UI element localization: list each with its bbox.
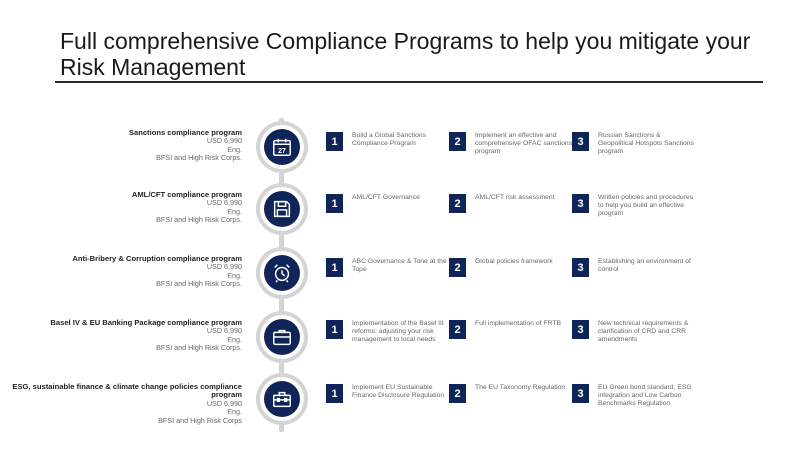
step-text: Full implementation of FRTB (475, 320, 561, 327)
program-audience: BFSI and High Risk Corps. (156, 279, 242, 289)
program-audience: BFSI and High Risk Corps. (156, 343, 242, 353)
step-number-badge: 2 (449, 384, 466, 403)
step-number-badge: 2 (449, 258, 466, 277)
step-text: New technical requirements & clarification of CRD and CRR amendments (598, 320, 689, 343)
program-audience: BFSI and High Risk Corps (158, 415, 242, 425)
program-name: Anti-Bribery & Corruption compliance program (72, 254, 242, 263)
program-audience: BFSI and High Risk Corps. (156, 153, 242, 163)
program-row (0, 117, 800, 179)
step-text: AML/CFT Governance (352, 194, 420, 201)
step-text: ABC Governance & Tone at the Tope (352, 258, 447, 273)
program-price: USD 6,990 (206, 326, 242, 336)
step-number-badge: 2 (449, 320, 466, 339)
step-number-badge: 2 (449, 132, 466, 151)
step-number-badge: 1 (326, 258, 343, 277)
program-price: USD 6,990 (206, 136, 242, 146)
step-number-badge: 3 (572, 384, 589, 403)
step-number-badge: 3 (572, 320, 589, 339)
toolbox-icon (264, 381, 300, 417)
timeline-node (256, 121, 308, 173)
step-number-badge: 1 (326, 194, 343, 213)
alarm-clock-icon (264, 255, 300, 291)
step-number-badge: 1 (326, 384, 343, 403)
step-text: AML/CFT risk assessment (475, 194, 555, 201)
step-text: Russian Sanctions & Geopolitical Hotspots Sanctions program (598, 132, 694, 155)
program-name: AML/CFT compliance program (131, 190, 242, 199)
program-row (0, 369, 800, 431)
program-info (12, 191, 242, 225)
step-number-badge: 3 (572, 132, 589, 151)
program-audience: BFSI and High Risk Corps. (156, 215, 242, 225)
program-row (0, 243, 800, 305)
program-language: Eng. (227, 334, 242, 344)
timeline-node (256, 247, 308, 299)
program-name: ESG, sustainable finance & climate change policies compliance program (12, 382, 242, 400)
program-info (12, 383, 242, 425)
step-number-badge: 1 (326, 320, 343, 339)
step-text: Implement EU Sustainable Finance Disclosure Regulation (352, 384, 445, 399)
program-price: USD 6,990 (206, 262, 242, 272)
step-text: Build a Global Sanctions Compliance Program (352, 132, 427, 147)
step-text: EU Green bond standard, ESG integration and Low Carbon Benchmarks Regulation (598, 384, 692, 407)
program-price: USD 6,990 (206, 198, 242, 208)
program-language: Eng. (227, 144, 242, 154)
program-info (12, 319, 242, 353)
step-text: Implementation of the Basel III reforms: adjusting your risk management to local needs (352, 320, 444, 343)
program-language: Eng. (227, 206, 242, 216)
calendar-day: 27 (278, 147, 286, 155)
timeline-node (256, 311, 308, 363)
program-row (0, 179, 800, 241)
step-number-badge: 1 (326, 132, 343, 151)
step-number-badge: 3 (572, 194, 589, 213)
program-name: Basel IV & EU Banking Package compliance program (50, 318, 242, 327)
title-divider (55, 81, 763, 83)
step-text: Written policies and procedures to help you build an effective program (598, 194, 694, 217)
step-text: Establishing an environment of control (598, 258, 691, 273)
calendar-icon (264, 129, 300, 165)
program-name: Sanctions compliance program (128, 128, 242, 137)
step-text: Implement an effective and comprehensive OFAC sanctions program (475, 132, 573, 155)
step-number-badge: 3 (572, 258, 589, 277)
timeline-node (256, 373, 308, 425)
briefcase-icon (264, 319, 300, 355)
program-info (12, 255, 242, 289)
program-language: Eng. (227, 270, 242, 280)
program-row (0, 307, 800, 369)
step-text: The EU Taxonomy Regulation (475, 384, 566, 391)
save-icon (264, 191, 300, 227)
step-number-badge: 2 (449, 194, 466, 213)
timeline-node (256, 183, 308, 235)
program-info (12, 129, 242, 163)
program-language: Eng. (227, 407, 242, 417)
page-title: Full comprehensive Compliance Programs to help you mitigate your Risk Management (60, 28, 751, 80)
step-text: Global policies framework (475, 258, 553, 265)
program-price: USD 6,990 (206, 398, 242, 408)
